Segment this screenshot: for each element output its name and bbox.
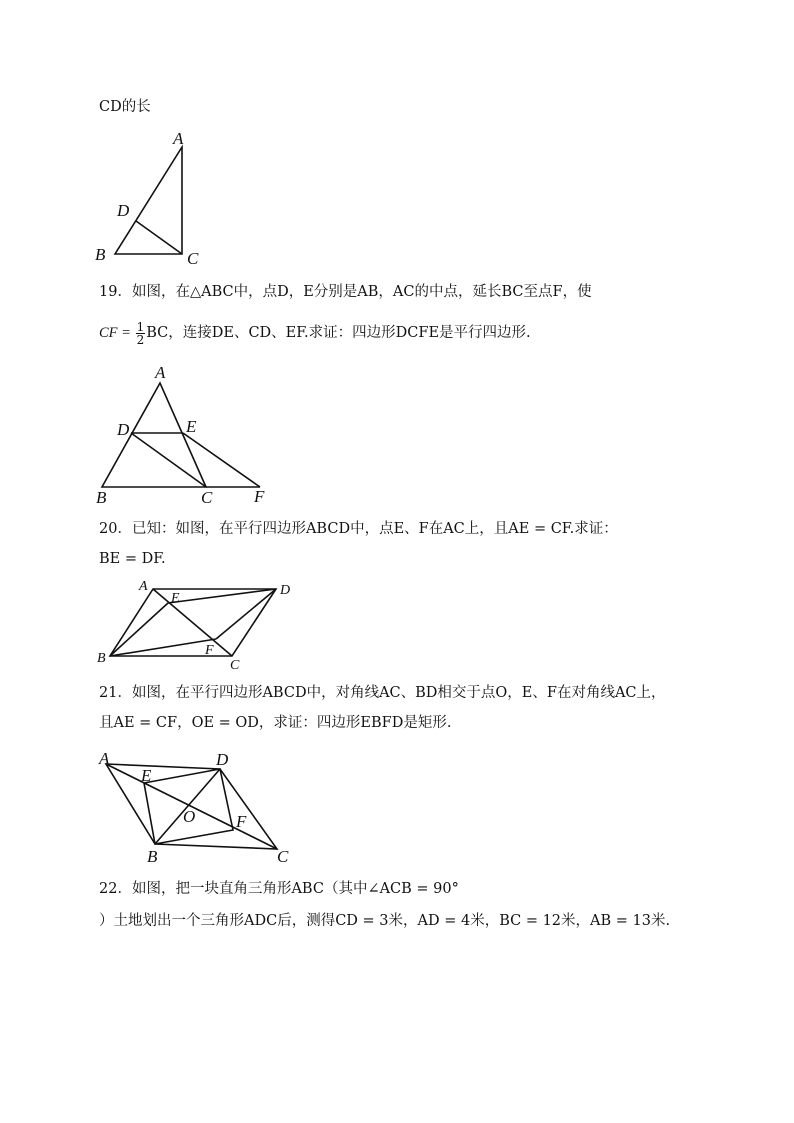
q19-line2-rest: BC，连接DE、CD、EF.求证：四边形DCFE是平行四边形. <box>146 325 531 341</box>
fig18-segment-dc <box>136 221 182 254</box>
fig20-segment-fd <box>216 589 276 639</box>
q19-fraction <box>136 321 146 346</box>
q19-line2 <box>99 315 531 351</box>
fig21-label-o: O <box>183 807 196 826</box>
fig20-label-c: C <box>230 658 240 673</box>
fig18-label-c: C <box>187 249 199 268</box>
q22-line1: 22．如图，把一块直角三角形ABC（其中∠ACB = 90° <box>99 881 459 897</box>
fig20-label-d: D <box>280 583 291 598</box>
fig20-label-b: B <box>97 651 106 666</box>
fig21-label-b: B <box>147 847 158 866</box>
q19-cf-lhs: CF = <box>99 325 135 341</box>
q22-line2: ）土地划出一个三角形ADC后，测得CD = 3米，AD = 4米，BC = 12米，AB = 13米. <box>99 913 671 929</box>
fig18-label-d: D <box>117 201 130 220</box>
figure-18 <box>95 129 199 268</box>
fig19-label-a: A <box>155 363 166 382</box>
q21-line2: 且AE = CF，OE = OD，求证：四边形EBFD是矩形. <box>99 715 452 731</box>
q18-tail: CD的长 <box>99 99 151 115</box>
fig18-label-b: B <box>95 245 106 264</box>
fig21-label-d: D <box>216 750 229 769</box>
fig21-label-a: A <box>99 749 110 768</box>
fig20-segment-ed <box>168 589 276 603</box>
fig19-label-b: B <box>96 488 107 507</box>
fig19-label-d: D <box>117 420 130 439</box>
figure-21 <box>98 749 289 866</box>
fig20-label-a: A <box>139 579 148 594</box>
fig20-label-e: E <box>171 591 180 606</box>
figure-20 <box>97 579 290 673</box>
fig21-label-e: E <box>141 766 152 785</box>
q19-line1: 19．如图，在△ABC中，点D，E分别是AB，AC的中点，延长BC至点F，使 <box>99 284 592 300</box>
q19-frac-num: 1 <box>136 319 145 334</box>
fig19-label-c: C <box>201 488 213 507</box>
figure-19 <box>96 363 265 507</box>
fig21-label-c: C <box>277 847 289 866</box>
q19-frac-den: 2 <box>136 332 145 347</box>
fig21-label-f: F <box>236 812 247 831</box>
q20-line1: 20．已知：如图，在平行四边形ABCD中，点E、F在AC上，且AE = CF.求证： <box>99 521 618 537</box>
fig20-label-f: F <box>205 643 214 658</box>
fig18-label-a: A <box>173 129 184 148</box>
q20-line2: BE = DF. <box>99 551 166 567</box>
fig19-label-f: F <box>254 487 265 506</box>
q21-line1: 21．如图，在平行四边形ABCD中，对角线AC、BD相交于点O，E、F在对角线AC上， <box>99 685 666 701</box>
fig19-label-e: E <box>186 417 197 436</box>
